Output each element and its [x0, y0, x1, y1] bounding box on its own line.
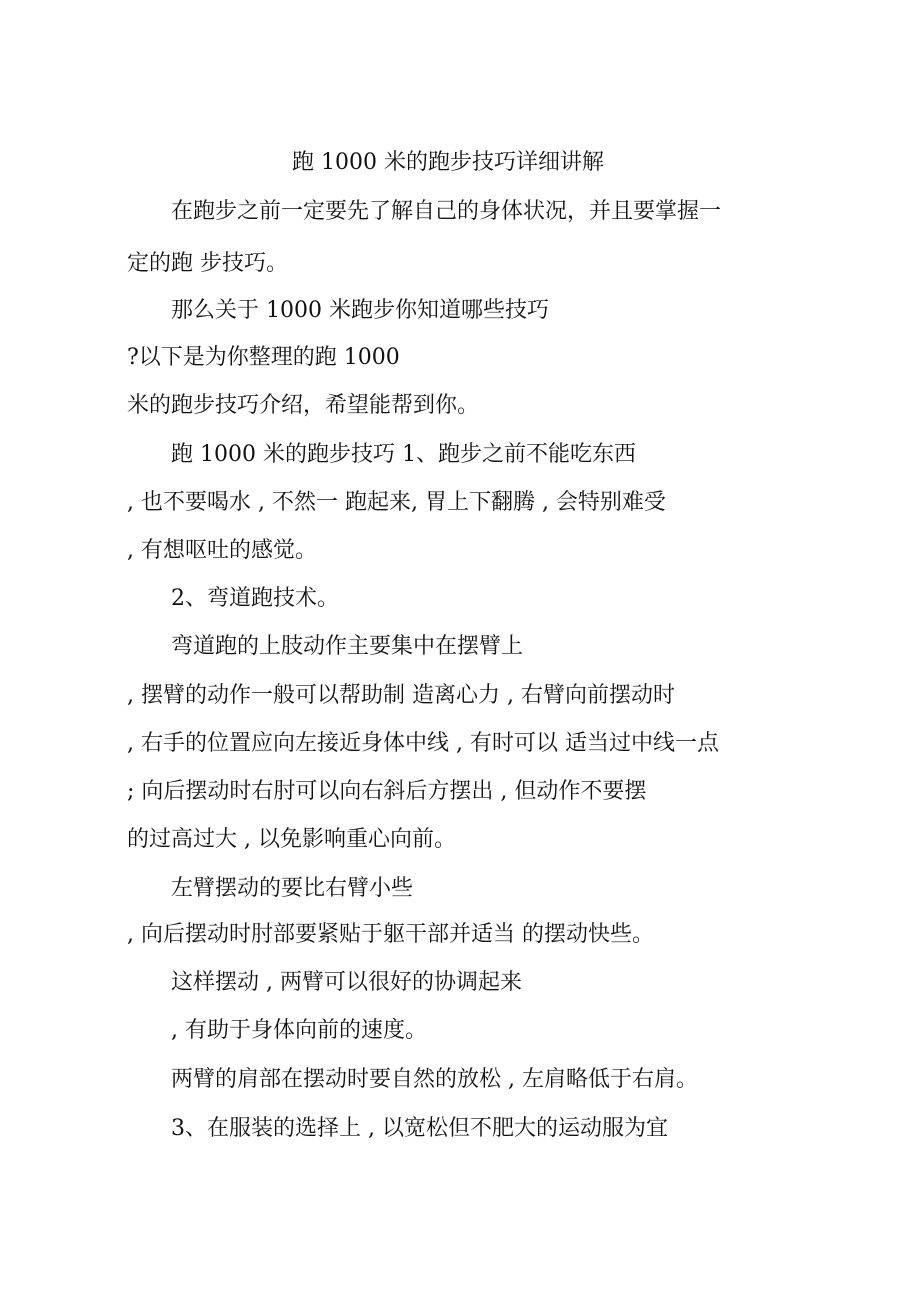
paragraph-line: ; 向后摆动时右肘可以向右斜后方摆出 , 但动作不要摆 — [127, 779, 647, 804]
paragraph-line: , 摆臂的动作一般可以帮助制 造离心力 , 右臂向前摆动时 — [127, 683, 675, 708]
paragraph-line: , 向后摆动时肘部要紧贴于躯干部并适当 的摆动快些。 — [127, 922, 654, 947]
paragraph-line: 左臂摆动的要比右臂小些 — [171, 876, 414, 901]
paragraph-line: , 有助于身体向前的速度。 — [171, 1018, 427, 1043]
paragraph-line: 2、弯道跑技术。 — [171, 586, 339, 611]
paragraph-line: 在跑步之前一定要先了解自己的身体状况，并且要掌握一 — [171, 199, 722, 224]
paragraph-line: , 右手的位置应向左接近身体中线 , 有时可以 适当过中线一点 — [127, 731, 719, 756]
paragraph-line: 这样摆动 , 两臂可以很好的协调起来 — [171, 970, 522, 995]
paragraph-line: ?以下是为你整理的跑 1000 — [127, 345, 400, 370]
paragraph-line: 弯道跑的上肢动作主要集中在摆臂上 — [171, 634, 524, 659]
paragraph-line: 定的跑 步技巧。 — [127, 251, 288, 276]
paragraph-line: 米的跑步技巧介绍，希望能帮到你。 — [127, 393, 480, 418]
paragraph-line: 跑 1000 米的跑步技巧 1、跑步之前不能吃东西 — [171, 442, 636, 467]
paragraph-line: , 也不要喝水 , 不然一 跑起来, 胃上下翻腾 , 会特别难受 — [127, 490, 666, 515]
document-title: 跑 1000 米的跑步技巧详细讲解 — [292, 150, 604, 175]
paragraph-line: , 有想呕吐的感觉。 — [127, 538, 317, 563]
paragraph-line: 的过高过大 , 以免影响重心向前。 — [127, 827, 456, 852]
paragraph-line: 两臂的肩部在摆动时要自然的放松 , 左肩略低于右肩。 — [171, 1067, 698, 1092]
paragraph-line: 那么关于 1000 米跑步你知道哪些技巧 — [171, 298, 549, 323]
paragraph-line: 3、在服装的选择上 , 以宽松但不肥大的运动服为宜 — [171, 1116, 668, 1141]
